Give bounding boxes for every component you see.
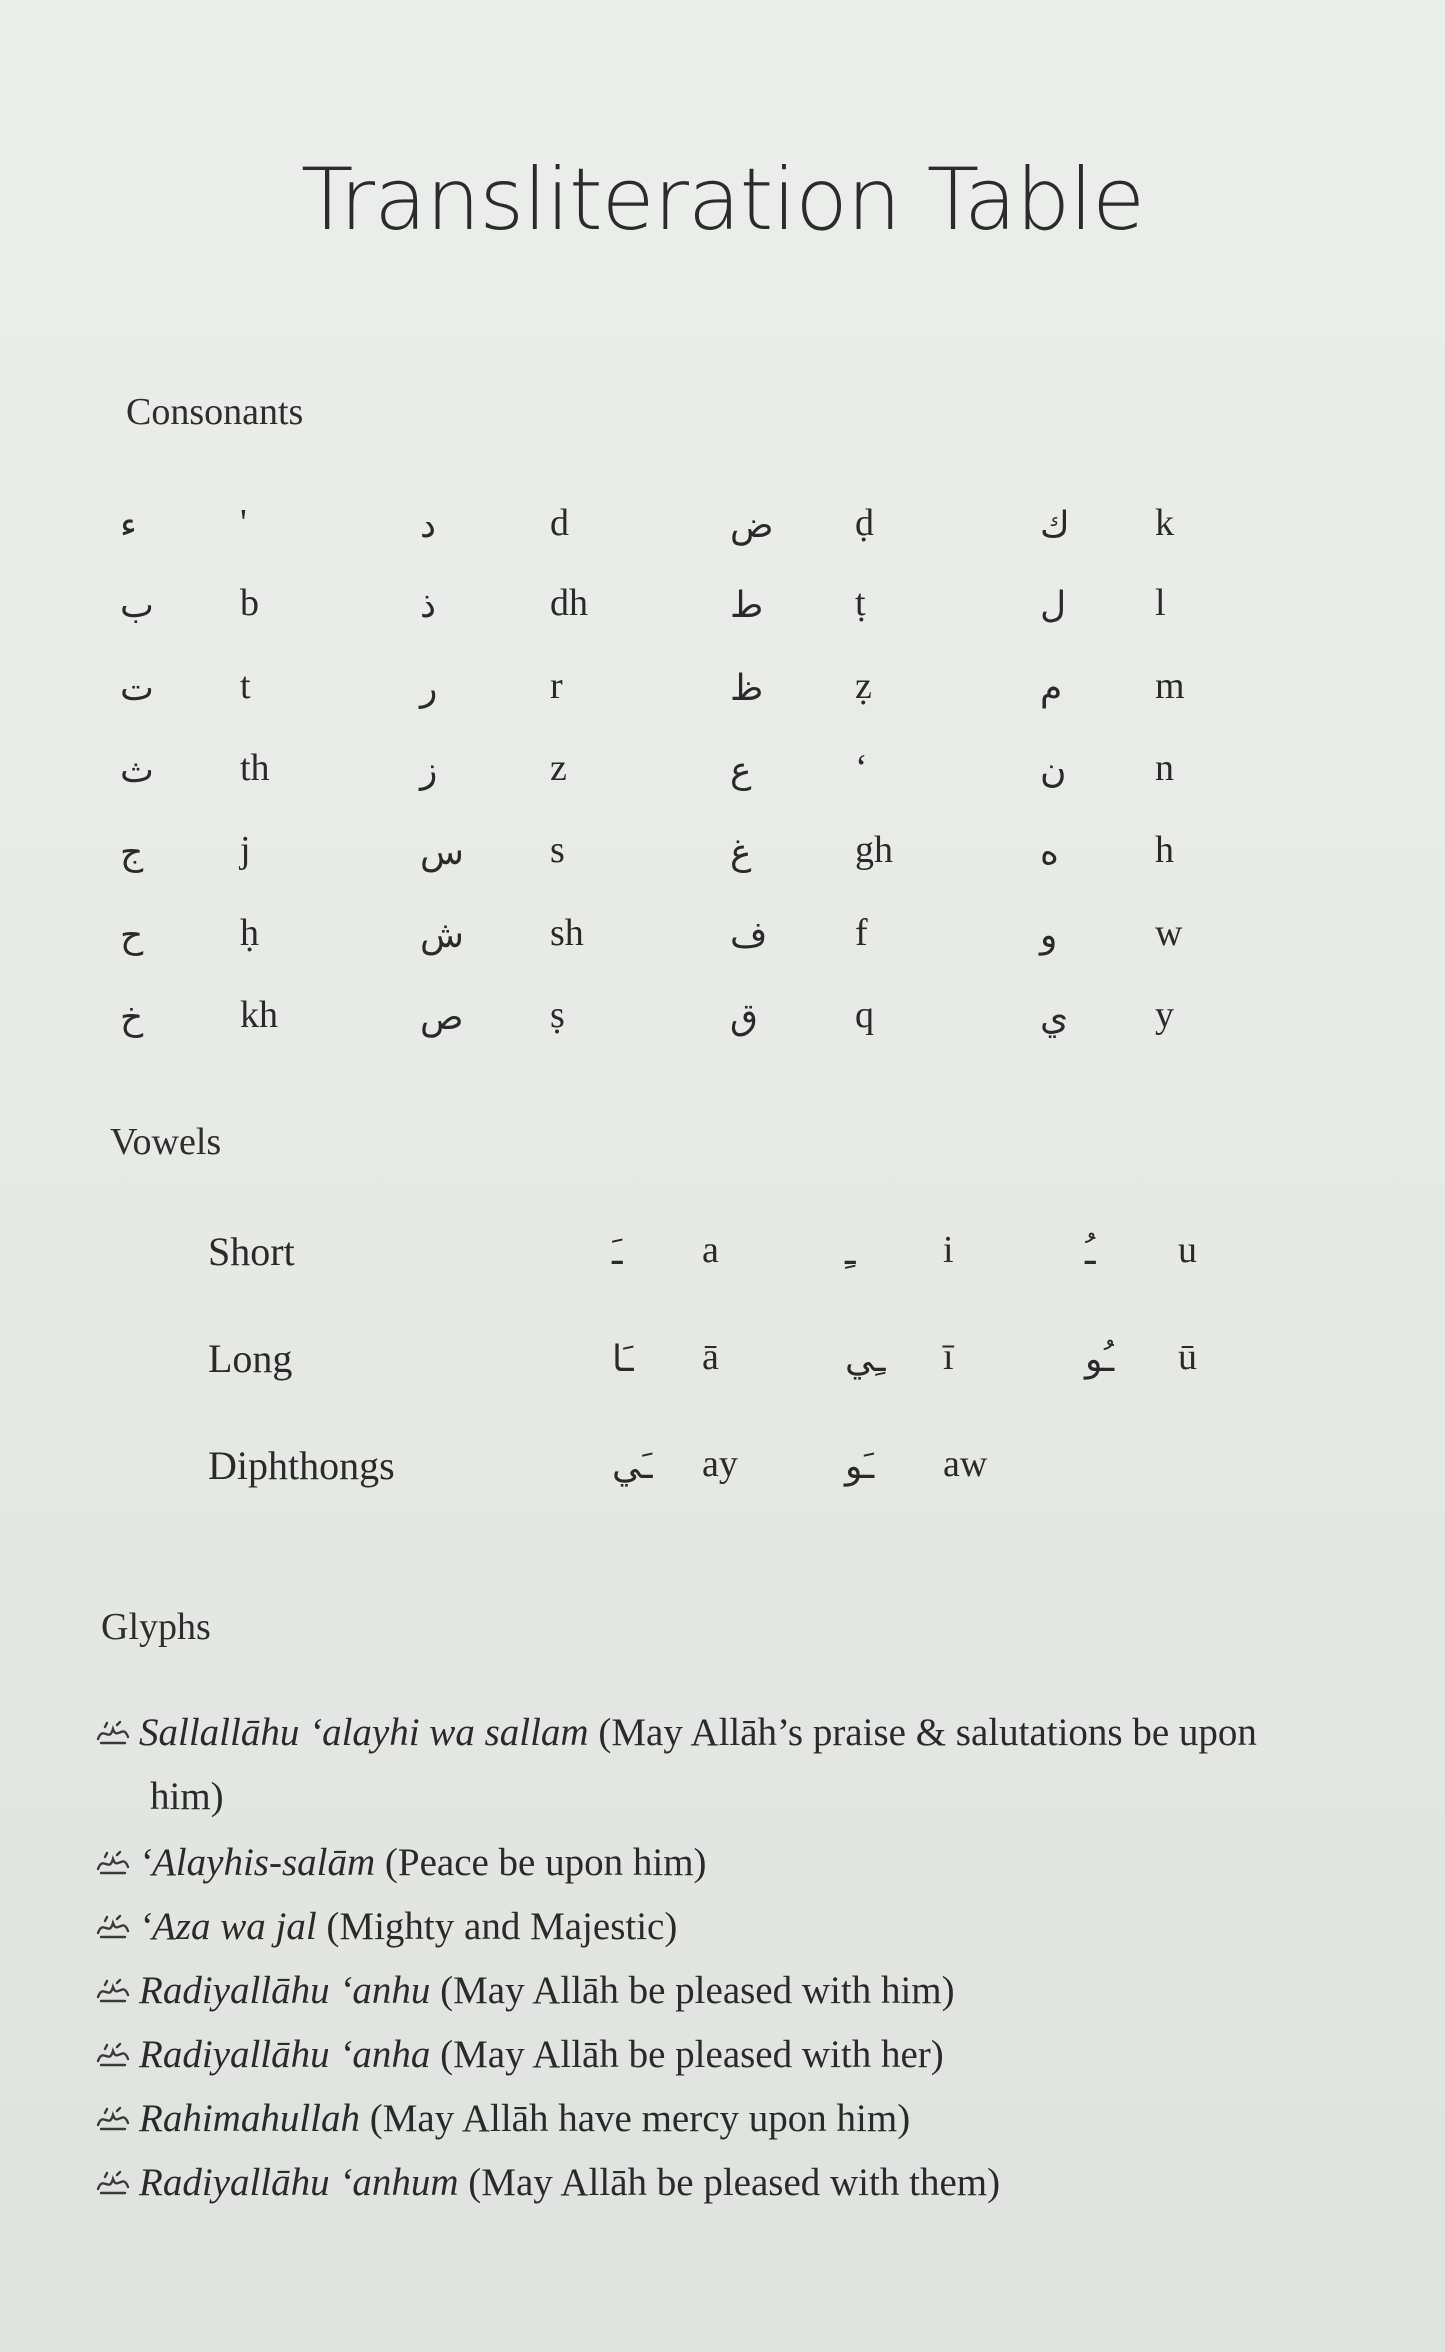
- vowel-transliteration: a: [702, 1229, 719, 1271]
- consonant-arabic-letter: ث: [120, 750, 154, 791]
- consonant-arabic-letter: ص: [420, 997, 464, 1038]
- vowel-arabic-mark: ـُو: [1085, 1339, 1115, 1380]
- glyph-meaning: (May Allāh be pleased with him): [430, 1969, 955, 2012]
- consonant-arabic-letter: خ: [120, 997, 144, 1038]
- glyph-term: Radiyallāhu ‘anha: [139, 2033, 431, 2076]
- consonant-arabic-letter: م: [1040, 668, 1063, 709]
- consonant-transliteration: dh: [550, 582, 588, 624]
- consonant-arabic-letter: ز: [420, 750, 438, 791]
- glyph-entry: [95, 2032, 944, 2077]
- consonant-arabic-letter: ن: [1040, 750, 1067, 791]
- consonant-arabic-letter: غ: [730, 832, 752, 873]
- radiyallahu-anhum-glyph-icon: [95, 2169, 131, 2197]
- consonant-transliteration: j: [240, 829, 251, 871]
- consonant-arabic-letter: ج: [120, 832, 144, 873]
- alayhis-salam-glyph-icon: [95, 1849, 131, 1877]
- consonant-arabic-letter: ء: [120, 505, 137, 546]
- vowel-arabic-mark: ـِي: [845, 1339, 886, 1380]
- vowel-arabic-mark: ـُ: [1085, 1232, 1096, 1273]
- glyph-entry: [95, 1710, 1257, 1755]
- consonant-arabic-letter: ي: [1040, 997, 1069, 1038]
- consonant-transliteration: ṭ: [855, 582, 866, 624]
- glyph-term: ‘Aza wa jal: [139, 1905, 317, 1948]
- consonant-transliteration: z: [550, 747, 567, 789]
- consonant-arabic-letter: ه: [1040, 832, 1059, 873]
- glyph-entry: [95, 1904, 677, 1949]
- consonant-arabic-letter: س: [420, 832, 464, 873]
- glyphs-heading: Glyphs: [101, 1606, 211, 1648]
- vowels-heading: Vowels: [110, 1121, 222, 1163]
- glyph-meaning: (Mighty and Majestic): [316, 1905, 678, 1948]
- consonant-transliteration: d: [550, 502, 569, 544]
- consonant-arabic-letter: ف: [730, 915, 768, 956]
- vowel-type-label: Short: [208, 1229, 295, 1274]
- glyph-entry: [95, 1840, 707, 1885]
- consonant-transliteration: b: [240, 582, 259, 624]
- consonant-transliteration: gh: [855, 829, 893, 871]
- consonant-transliteration: f: [855, 912, 868, 954]
- consonant-arabic-letter: ت: [120, 668, 154, 709]
- consonant-transliteration: ḍ: [855, 502, 874, 544]
- consonant-arabic-letter: ع: [730, 750, 752, 791]
- glyph-term: Sallallāhu ‘alayhi wa sallam: [139, 1711, 589, 1754]
- consonant-arabic-letter: د: [420, 505, 437, 546]
- vowel-arabic-mark: ـَ: [612, 1232, 623, 1273]
- vowel-transliteration: ay: [702, 1443, 738, 1485]
- glyph-meaning-continuation: him): [150, 1775, 224, 1818]
- aza-wa-jal-glyph-icon: [95, 1913, 131, 1941]
- glyph-entry: [95, 1968, 955, 2013]
- vowel-transliteration: aw: [943, 1443, 988, 1485]
- consonant-transliteration: ḥ: [240, 912, 259, 954]
- consonant-transliteration: th: [240, 747, 270, 789]
- consonant-arabic-letter: و: [1040, 915, 1058, 956]
- consonant-transliteration: k: [1155, 502, 1174, 544]
- vowel-transliteration: ū: [1178, 1336, 1197, 1378]
- glyph-term: Rahimahullah: [139, 2097, 360, 2140]
- consonant-transliteration: q: [855, 994, 874, 1036]
- vowel-type-label: Diphthongs: [208, 1443, 395, 1488]
- glyph-meaning: (Peace be upon him): [375, 1841, 707, 1884]
- radiyallahu-anha-glyph-icon: [95, 2041, 131, 2069]
- consonant-arabic-letter: ط: [730, 585, 764, 626]
- consonant-transliteration: ‘: [855, 747, 868, 789]
- consonant-transliteration: ': [240, 502, 247, 544]
- consonant-arabic-letter: ذ: [420, 585, 437, 626]
- radiyallahu-anhu-glyph-icon: [95, 1977, 131, 2005]
- glyph-meaning: (May Allāh be pleased with her): [430, 2033, 944, 2076]
- consonant-arabic-letter: ض: [730, 505, 774, 546]
- consonant-transliteration: kh: [240, 994, 278, 1036]
- consonant-transliteration: n: [1155, 747, 1174, 789]
- consonant-transliteration: t: [240, 665, 251, 707]
- consonant-arabic-letter: ك: [1040, 505, 1070, 546]
- vowel-arabic-mark: ـَا: [612, 1339, 634, 1380]
- rahimahullah-glyph-icon: [95, 2105, 131, 2133]
- glyph-term: Radiyallāhu ‘anhum: [139, 2161, 459, 2204]
- consonant-arabic-letter: ل: [1040, 585, 1067, 626]
- glyph-entry: [95, 2160, 1000, 2205]
- glyph-entry: [95, 2096, 910, 2141]
- glyph-meaning: (May Allāh have mercy upon him): [360, 2097, 911, 2140]
- vowel-transliteration: i: [943, 1229, 954, 1271]
- salawat-glyph-icon: [95, 1719, 131, 1747]
- vowel-arabic-mark: ـِ: [845, 1232, 856, 1273]
- glyph-term: ‘Alayhis-salām: [139, 1841, 376, 1884]
- vowel-transliteration: ā: [702, 1336, 719, 1378]
- consonant-arabic-letter: ح: [120, 915, 144, 956]
- consonant-transliteration: ẓ: [855, 665, 872, 707]
- consonant-transliteration: m: [1155, 665, 1185, 707]
- consonant-transliteration: s: [550, 829, 565, 871]
- vowel-type-label: Long: [208, 1336, 293, 1381]
- consonant-transliteration: h: [1155, 829, 1174, 871]
- consonant-transliteration: l: [1155, 582, 1166, 624]
- consonant-arabic-letter: ش: [420, 915, 464, 956]
- glyph-term: Radiyallāhu ‘anhu: [139, 1969, 431, 2012]
- glyph-meaning: (May Allāh’s praise & salutations be upon: [588, 1711, 1257, 1754]
- consonant-arabic-letter: ظ: [730, 668, 764, 709]
- vowel-transliteration: u: [1178, 1229, 1197, 1271]
- consonant-transliteration: r: [550, 665, 563, 707]
- vowel-arabic-mark: ـَو: [845, 1446, 875, 1487]
- consonants-heading: Consonants: [126, 391, 304, 433]
- glyph-meaning: (May Allāh be pleased with them): [458, 2161, 1001, 2204]
- page-title: Transliteration Table: [300, 150, 1145, 250]
- consonant-transliteration: w: [1155, 912, 1183, 954]
- consonant-arabic-letter: ر: [420, 668, 438, 709]
- consonant-arabic-letter: ق: [730, 997, 758, 1038]
- vowel-arabic-mark: ـَي: [612, 1446, 653, 1487]
- consonant-arabic-letter: ب: [120, 585, 154, 626]
- vowel-transliteration: ī: [943, 1336, 954, 1378]
- consonant-transliteration: sh: [550, 912, 584, 954]
- consonant-transliteration: y: [1155, 994, 1174, 1036]
- consonant-transliteration: ṣ: [550, 994, 565, 1036]
